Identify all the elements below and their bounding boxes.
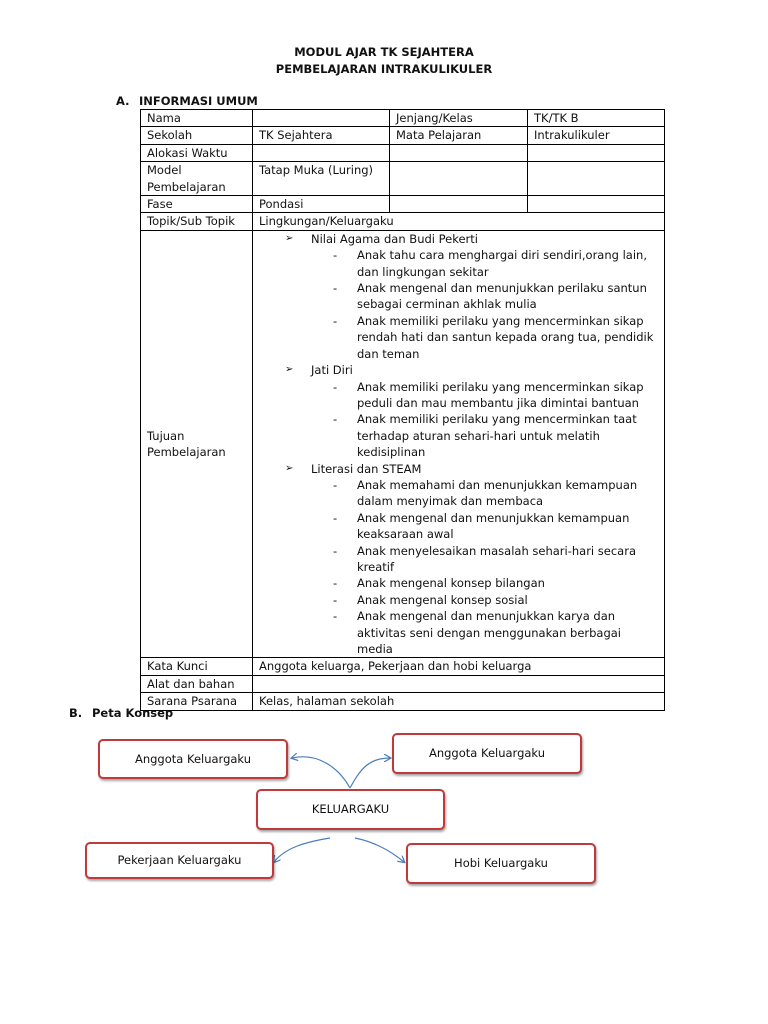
tujuan-group-heading-text: Jati Diri	[311, 363, 353, 378]
sarana-label: Sarana Psarana	[141, 693, 253, 710]
list-item-line: Anak menyelesaikan masalah sehari-hari secara	[357, 543, 636, 558]
concept-box-label: Hobi Keluargaku	[454, 856, 548, 871]
section-b-number: B.	[69, 706, 83, 720]
section-b-title: Peta Konsep	[92, 706, 174, 720]
concept-box-top-left	[98, 739, 288, 779]
list-item-line: dalam menyimak dan membaca	[357, 494, 544, 509]
tujuan-group-heading-text: Literasi dan STEAM	[311, 461, 422, 476]
fase-label: Fase	[141, 196, 253, 213]
model-label-line-1: Model	[147, 163, 182, 178]
arrow-to-top-left	[292, 757, 350, 788]
list-item-line: Anak mengenal konsep bilangan	[357, 576, 545, 591]
list-item-line: Anak mengenal dan menunjukkan karya dan	[357, 609, 616, 624]
kata-kunci-value: Anggota keluarga, Pekerjaan dan hobi keluarga	[253, 658, 665, 675]
tujuan-label-line-1: Tujuan	[147, 428, 185, 443]
list-item-line: sebagai cerminan akhlak mulia	[357, 297, 537, 312]
arrow-bullet-icon: ➢	[285, 462, 294, 474]
list-item-line: kedisiplinan	[357, 445, 426, 460]
list-item-line: dan lingkungan sekitar	[357, 264, 489, 279]
dash-bullet-icon: -	[333, 313, 338, 328]
dash-bullet-icon: -	[333, 592, 338, 607]
tujuan-label-line-2: Pembelajaran	[147, 445, 226, 460]
arrow-to-top-right	[350, 758, 390, 788]
list-item-line: peduli dan mau membantu jika dimintai bantuan	[357, 395, 639, 410]
nama-label: Nama	[141, 110, 253, 127]
list-item-line: Anak memiliki perilaku yang mencerminkan sikap	[357, 379, 644, 394]
dash-bullet-icon: -	[333, 248, 338, 263]
fase-value: Pondasi	[253, 196, 390, 213]
concept-box-label: Anggota Keluargaku	[134, 751, 252, 766]
dash-bullet-icon: -	[333, 477, 338, 492]
tujuan-group-heading-text: Nilai Agama dan Budi Pekerti	[311, 231, 478, 246]
alat-label: Alat dan bahan	[141, 675, 253, 692]
dash-bullet-icon: -	[333, 576, 338, 591]
list-item-line: Anak memiliki perilaku yang mencerminkan sikap	[357, 313, 644, 328]
dash-bullet-icon: -	[333, 609, 338, 624]
list-item-line: Anak memahami dan menunjukkan kemampuan	[357, 477, 638, 492]
dash-bullet-icon: -	[333, 412, 338, 427]
section-a-title: INFORMASI UMUM	[139, 94, 258, 108]
kata-kunci-label: Kata Kunci	[141, 658, 253, 675]
topik-label: Topik/Sub Topik	[141, 213, 253, 230]
list-item-line: Anak tahu cara menghargai diri sendiri,orang lain,	[357, 248, 647, 263]
concept-box-top-right	[392, 733, 582, 774]
list-item-line: Anak mengenal konsep sosial	[357, 592, 528, 607]
sekolah-value: TK Sejahtera	[253, 127, 390, 144]
sarana-value: Kelas, halaman sekolah	[253, 693, 665, 710]
model-label-line-2: Pembelajaran	[147, 179, 226, 194]
concept-box-center	[256, 789, 445, 830]
mapel-label: Mata Pelajaran	[390, 127, 528, 144]
document-title-line-2: PEMBELAJARAN INTRAKULIKULER	[275, 62, 493, 76]
list-item-line: rendah hati dan santun kepada orang tua, pendidik	[357, 330, 654, 345]
list-item-line: dan teman	[357, 346, 420, 361]
mapel-value: Intrakulikuler	[528, 127, 665, 144]
list-item-line: Anak memiliki perilaku yang mencerminkan taat	[357, 412, 637, 427]
concept-box-label: Pekerjaan Keluargaku	[117, 853, 242, 868]
dash-bullet-icon: -	[333, 543, 338, 558]
list-item-line: Anak mengenal dan menunjukkan perilaku santun	[357, 281, 647, 296]
concept-box-bottom-right	[406, 843, 596, 884]
arrow-to-bottom-right	[355, 838, 404, 862]
list-item-line: kreatif	[357, 559, 395, 574]
jenjang-value: TK/TK B	[528, 110, 665, 127]
dash-bullet-icon: -	[333, 281, 338, 296]
list-item-line: aktivitas seni dengan menggunakan berbagai media	[357, 625, 622, 656]
document-title-line-1: MODUL AJAR TK SEJAHTERA	[294, 45, 474, 59]
list-item-line: keaksaraan awal	[357, 527, 454, 542]
model-value: Tatap Muka (Luring)	[253, 162, 390, 196]
jenjang-label: Jenjang/Kelas	[390, 110, 528, 127]
arrow-bullet-icon: ➢	[285, 232, 294, 244]
section-a-number: A.	[116, 94, 130, 108]
arrow-bullet-icon: ➢	[285, 364, 294, 376]
alokasi-label: Alokasi Waktu	[141, 144, 253, 161]
concept-box-label: KELUARGAKU	[311, 802, 390, 817]
topik-value: Lingkungan/Keluargaku	[253, 213, 665, 230]
dash-bullet-icon: -	[333, 510, 338, 525]
list-item-line: terhadap aturan sehari-hari untuk melatih	[357, 428, 600, 443]
dash-bullet-icon: -	[333, 379, 338, 394]
list-item-line: Anak mengenal dan menunjukkan kemampuan	[357, 510, 630, 525]
arrow-to-bottom-left	[274, 838, 330, 862]
concept-box-bottom-left	[85, 842, 274, 879]
sekolah-label: Sekolah	[141, 127, 253, 144]
concept-box-label: Anggota Keluargaku	[428, 746, 546, 761]
